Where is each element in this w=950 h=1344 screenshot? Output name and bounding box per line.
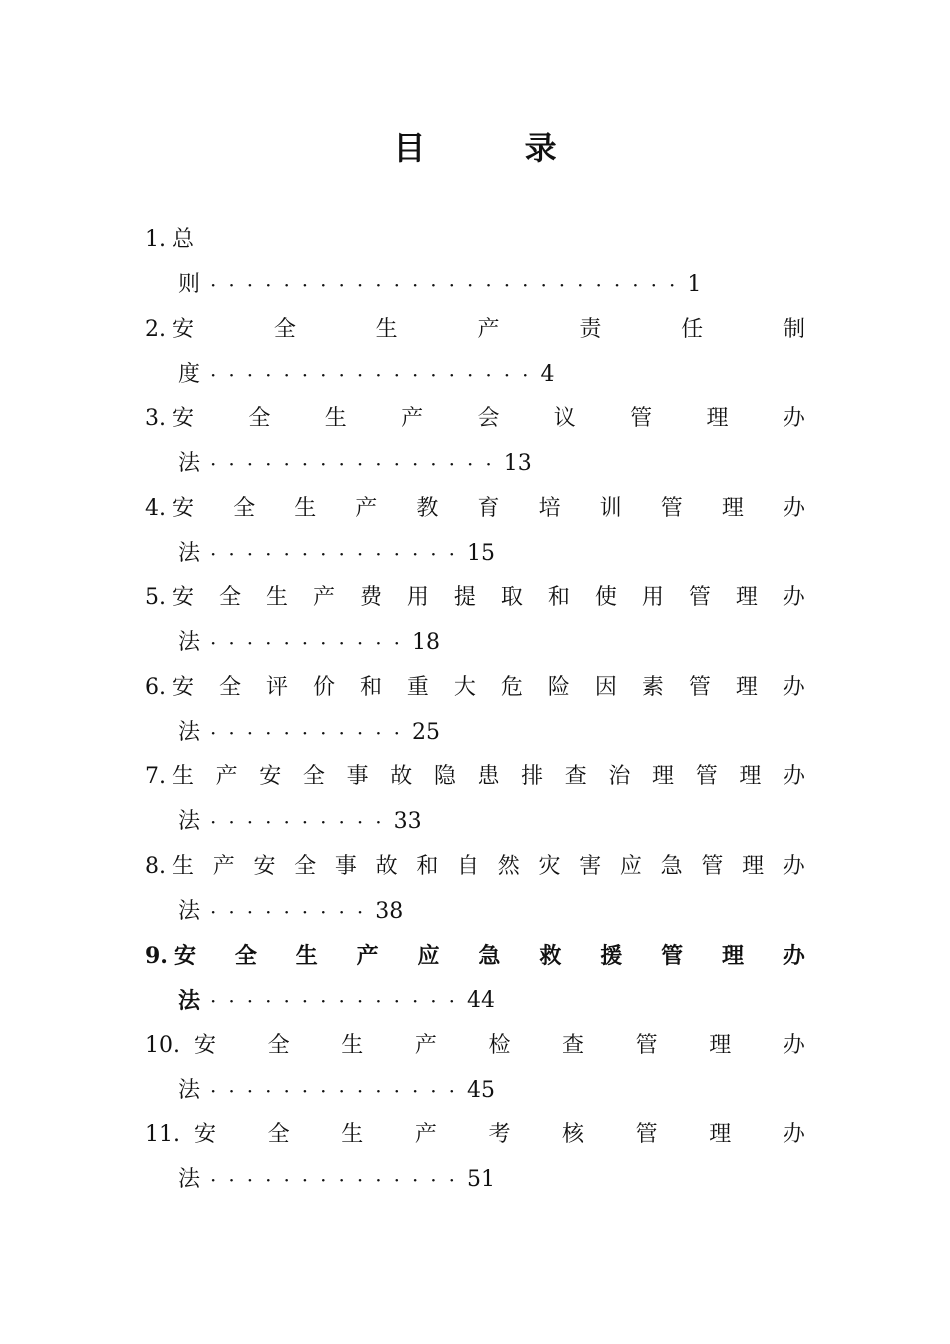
toc-entry-title-char: 用 (406, 585, 429, 610)
toc-entry-title-char: 总 (172, 227, 195, 252)
toc-entry-title-char: 管 (695, 764, 718, 789)
toc-entry-continuation (178, 802, 422, 842)
toc-entry-title-char: 评 (265, 674, 288, 700)
toc-dot-leader: ················ (210, 452, 504, 476)
toc-entry-title-char: 查 (564, 764, 587, 789)
toc-entry-title-end: 法 (178, 1167, 201, 1192)
toc-dot-leader: ·········· (210, 810, 394, 834)
toc-entry-title-char: 援 (600, 943, 623, 969)
toc-dot-leader: ·············· (210, 989, 468, 1013)
toc-entry-title-char: 全 (218, 585, 241, 610)
toc-entry-number: 3. (145, 406, 166, 431)
toc-entry-title-char: 办 (782, 585, 805, 610)
toc-entry-title (172, 668, 805, 708)
toc-entry-title-char: 安 (172, 495, 195, 521)
toc-page-number: 51 (467, 1167, 496, 1192)
toc-entry-title-char: 应 (417, 943, 440, 969)
toc-entry-continuation (178, 355, 554, 395)
toc-entry-title-char: 和 (547, 585, 570, 610)
toc-entry-title-char: 故 (375, 853, 398, 879)
toc-entry-title-char: 理 (706, 406, 729, 431)
toc-entry-title-char: 产 (414, 1032, 437, 1058)
toc-entry-title-char: 制 (782, 316, 805, 342)
toc-entry-title-char: 管 (701, 853, 724, 879)
toc-entry-continuation (178, 981, 495, 1021)
toc-entry-title-char: 生 (375, 316, 398, 342)
toc-entry-title-line (145, 489, 805, 529)
toc-entry-title-char: 办 (782, 764, 805, 789)
toc-entry-title-end: 法 (178, 451, 201, 476)
toc-entry-title-line (145, 399, 805, 439)
toc-entry-title-char: 和 (359, 674, 382, 700)
toc-entry-title-end: 法 (178, 898, 201, 924)
toc-entry-title-char: 理 (709, 1032, 732, 1058)
toc-page-number: 38 (375, 898, 404, 924)
toc-entry-title-char: 安 (172, 674, 195, 700)
toc-entry-continuation (178, 534, 495, 574)
toc-entry-title-end: 法 (178, 988, 201, 1014)
toc-entry-title-char: 产 (355, 495, 378, 521)
toc-entry-title-char: 议 (553, 406, 576, 431)
toc-entry-title-char: 教 (416, 495, 439, 521)
toc-entry-title-char: 急 (478, 943, 501, 969)
toc-entry-title-line (145, 668, 805, 708)
toc-entry-title-char: 生 (265, 585, 288, 610)
toc-page-number: 33 (393, 809, 422, 834)
toc-entry-title-char: 安 (194, 1122, 217, 1147)
toc-entry-title-char: 安 (173, 943, 196, 969)
toc-entry-title-char: 产 (356, 943, 379, 969)
toc-entry-title-char: 全 (218, 674, 241, 700)
toc-entry-number: 6. (145, 674, 166, 700)
toc-dot-leader: ··········· (210, 631, 412, 655)
toc-entry-title-char: 和 (416, 853, 439, 879)
toc-entry-title-line (145, 220, 805, 260)
toc-entry-title-char: 安 (253, 853, 276, 879)
toc-entry-number: 2. (145, 316, 166, 342)
toc-entry-title-char: 素 (641, 674, 664, 700)
toc-entry-title-char: 理 (721, 943, 744, 969)
toc-entry-continuation (178, 623, 440, 663)
toc-entry-title (172, 220, 805, 260)
toc-entry-title-end: 法 (178, 809, 201, 834)
toc-entry-title-char: 事 (334, 853, 357, 879)
toc-entry-title-char: 全 (234, 943, 257, 969)
toc-entry-title-char: 办 (782, 1122, 805, 1147)
toc-entry-title-char: 生 (172, 764, 195, 789)
toc-entry-title-line (145, 310, 805, 350)
toc-page-number: 4 (540, 361, 555, 387)
toc-entry-title-char: 办 (782, 674, 805, 700)
toc-entry-title-char: 安 (172, 316, 195, 342)
toc-entry-number: 5. (145, 585, 166, 610)
page-title: 目 录 (393, 129, 601, 167)
toc-entry-title-char: 然 (497, 853, 520, 879)
toc-entry-title-char: 重 (406, 674, 429, 700)
toc-page-number: 18 (411, 630, 440, 655)
toc-entry-title-char: 因 (594, 674, 617, 700)
toc-dot-leader: ·················· (210, 362, 541, 387)
toc-entry-title-char: 用 (641, 585, 664, 610)
toc-entry-title-char: 险 (547, 674, 570, 700)
toc-entry-title-char: 全 (267, 1122, 290, 1147)
toc-entry-title-line (145, 847, 805, 887)
toc-page-number: 13 (503, 451, 532, 476)
toc-entry-title-char: 管 (660, 495, 683, 521)
toc-entry-title-char: 任 (681, 316, 704, 342)
toc-entry-title-char: 生 (341, 1122, 364, 1147)
toc-entry-title-char: 安 (259, 764, 282, 789)
toc-entry-title-char: 理 (735, 674, 758, 700)
toc-entry-title-end: 法 (178, 540, 201, 566)
toc-page-number: 25 (411, 719, 440, 745)
toc-entry-title-char: 理 (721, 495, 744, 521)
toc-entry-title-char: 管 (635, 1032, 658, 1058)
toc-entry-title (174, 936, 805, 976)
toc-entry-title-line (145, 757, 805, 797)
toc-page-number: 1 (687, 272, 702, 297)
toc-entry-title-char: 理 (739, 764, 762, 789)
toc-entry-title-char: 理 (735, 585, 758, 610)
toc-entry-title-char: 产 (401, 406, 424, 431)
toc-entry-title-char: 事 (346, 764, 369, 789)
toc-entry-title-char: 灾 (538, 853, 561, 879)
toc-entry-title-char: 危 (500, 674, 523, 700)
toc-entry-title-char: 安 (194, 1032, 217, 1058)
toc-entry-title-char: 全 (267, 1032, 290, 1058)
toc-entry-title-char: 产 (414, 1122, 437, 1147)
toc-entry-continuation (178, 1071, 495, 1111)
toc-entry-title-end: 则 (178, 272, 201, 297)
toc-entry-title-char: 全 (302, 764, 325, 789)
toc-entry-title-char: 理 (742, 853, 765, 879)
toc-entry-continuation (178, 265, 701, 305)
toc-dot-leader: ·············· (210, 541, 468, 566)
toc-entry-title-char: 管 (688, 674, 711, 700)
toc-entry-title-char: 应 (619, 853, 642, 879)
toc-entry-title-char: 大 (453, 674, 476, 700)
toc-entry-title-char: 全 (233, 495, 256, 521)
toc-entry-continuation (178, 892, 403, 932)
toc-entry-title-char: 育 (477, 495, 500, 521)
toc-entry-title-end: 度 (178, 361, 201, 387)
toc-entry-title (172, 399, 805, 439)
toc-page-number: 15 (467, 540, 496, 566)
toc-entry-title (194, 1026, 805, 1066)
toc-entry-title (172, 757, 805, 797)
toc-entry-title-char: 考 (488, 1122, 511, 1147)
toc-entry-title-char: 使 (594, 585, 617, 610)
toc-entry-title-char: 故 (390, 764, 413, 789)
toc-entry-title-char: 费 (359, 585, 382, 610)
toc-entry-title-char: 检 (488, 1032, 511, 1058)
toc-entry-title-char: 生 (324, 406, 347, 431)
toc-entry-title-char: 隐 (433, 764, 456, 789)
toc-entry-title-char: 管 (630, 406, 653, 431)
toc-entry-title-char: 责 (579, 316, 602, 342)
toc-entry-title-char: 产 (215, 764, 238, 789)
toc-entry-title-char: 会 (477, 406, 500, 431)
toc-entry-title-char: 查 (562, 1032, 585, 1058)
toc-entry-title-char: 办 (782, 495, 805, 521)
toc-entry-title-char: 产 (312, 585, 335, 610)
toc-entry-title-char: 提 (453, 585, 476, 610)
toc-entry-title-char: 办 (782, 853, 805, 879)
toc-entry-title-char: 全 (248, 406, 271, 431)
toc-entry-title-char: 安 (172, 406, 195, 431)
toc-entry-title (172, 578, 805, 618)
toc-entry-title-line (145, 1026, 805, 1066)
toc-entry-title-end: 法 (178, 1077, 201, 1103)
toc-entry-title-char: 生 (172, 853, 195, 879)
toc-entry-title-char: 全 (273, 316, 296, 342)
toc-dot-leader: ·············· (210, 1168, 468, 1192)
toc-entry-title-char: 救 (539, 943, 562, 969)
toc-entry-number: 11. (145, 1122, 180, 1147)
toc-entry-title (172, 310, 805, 350)
toc-entry-title-line (145, 578, 805, 618)
toc-entry-title-char: 排 (521, 764, 544, 789)
toc-entry-title-line (145, 936, 805, 976)
toc-dot-leader: ··········· (210, 720, 412, 745)
toc-entry-title-char: 办 (782, 943, 805, 969)
toc-entry-number: 8. (145, 853, 166, 879)
toc-entry-continuation (178, 444, 532, 484)
toc-entry-title-char: 产 (212, 853, 235, 879)
toc-entry-title-char: 害 (579, 853, 602, 879)
toc-dot-leader: ·············· (210, 1078, 468, 1103)
toc-entry-title-char: 培 (538, 495, 561, 521)
toc-entry-title-char: 理 (709, 1122, 732, 1147)
toc-entry-title-end: 法 (178, 719, 201, 745)
toc-entry-title-char: 办 (782, 406, 805, 431)
toc-entry-continuation (178, 713, 440, 753)
toc-entry-title-char: 管 (661, 943, 684, 969)
toc-entry-title-line (145, 1115, 805, 1155)
toc-entry-title-char: 核 (562, 1122, 585, 1147)
toc-entry-number: 10. (145, 1032, 180, 1058)
toc-entry-title-end: 法 (178, 630, 201, 655)
toc-entry-number: 4. (145, 495, 166, 521)
toc-entry-title (194, 1115, 805, 1155)
toc-dot-leader: ·························· (210, 273, 688, 297)
toc-entry-title-char: 理 (652, 764, 675, 789)
toc-entry-title (172, 847, 805, 887)
toc-entry-title-char: 自 (457, 853, 480, 879)
toc-entry-title-char: 安 (172, 585, 195, 610)
toc-dot-leader: ········· (210, 899, 376, 924)
toc-entry-title-char: 生 (341, 1032, 364, 1058)
toc-entry-title (172, 489, 805, 529)
toc-entry-number: 1. (145, 227, 166, 252)
toc-entry-title-char: 取 (500, 585, 523, 610)
toc-entry-title-char: 全 (294, 853, 317, 879)
toc-entry-title-char: 患 (477, 764, 500, 789)
toc-entry-title-char: 急 (660, 853, 683, 879)
toc-entry-title-char: 治 (608, 764, 631, 789)
toc-entry-number: 9. (145, 943, 168, 969)
toc-entry-title-char: 训 (599, 495, 622, 521)
toc-entry-title-char: 生 (294, 495, 317, 521)
toc-entry-title-char: 价 (312, 674, 335, 700)
toc-entry-title-char: 产 (477, 316, 500, 342)
toc-entry-number: 7. (145, 764, 166, 789)
toc-page-number: 44 (467, 988, 496, 1013)
toc-page-number: 45 (467, 1077, 496, 1103)
toc-entry-title-char: 办 (782, 1032, 805, 1058)
toc-entry-title-char: 管 (635, 1122, 658, 1147)
toc-entry-continuation (178, 1160, 495, 1200)
toc-entry-title-char: 生 (295, 943, 318, 969)
toc-entry-title-char: 管 (688, 585, 711, 610)
